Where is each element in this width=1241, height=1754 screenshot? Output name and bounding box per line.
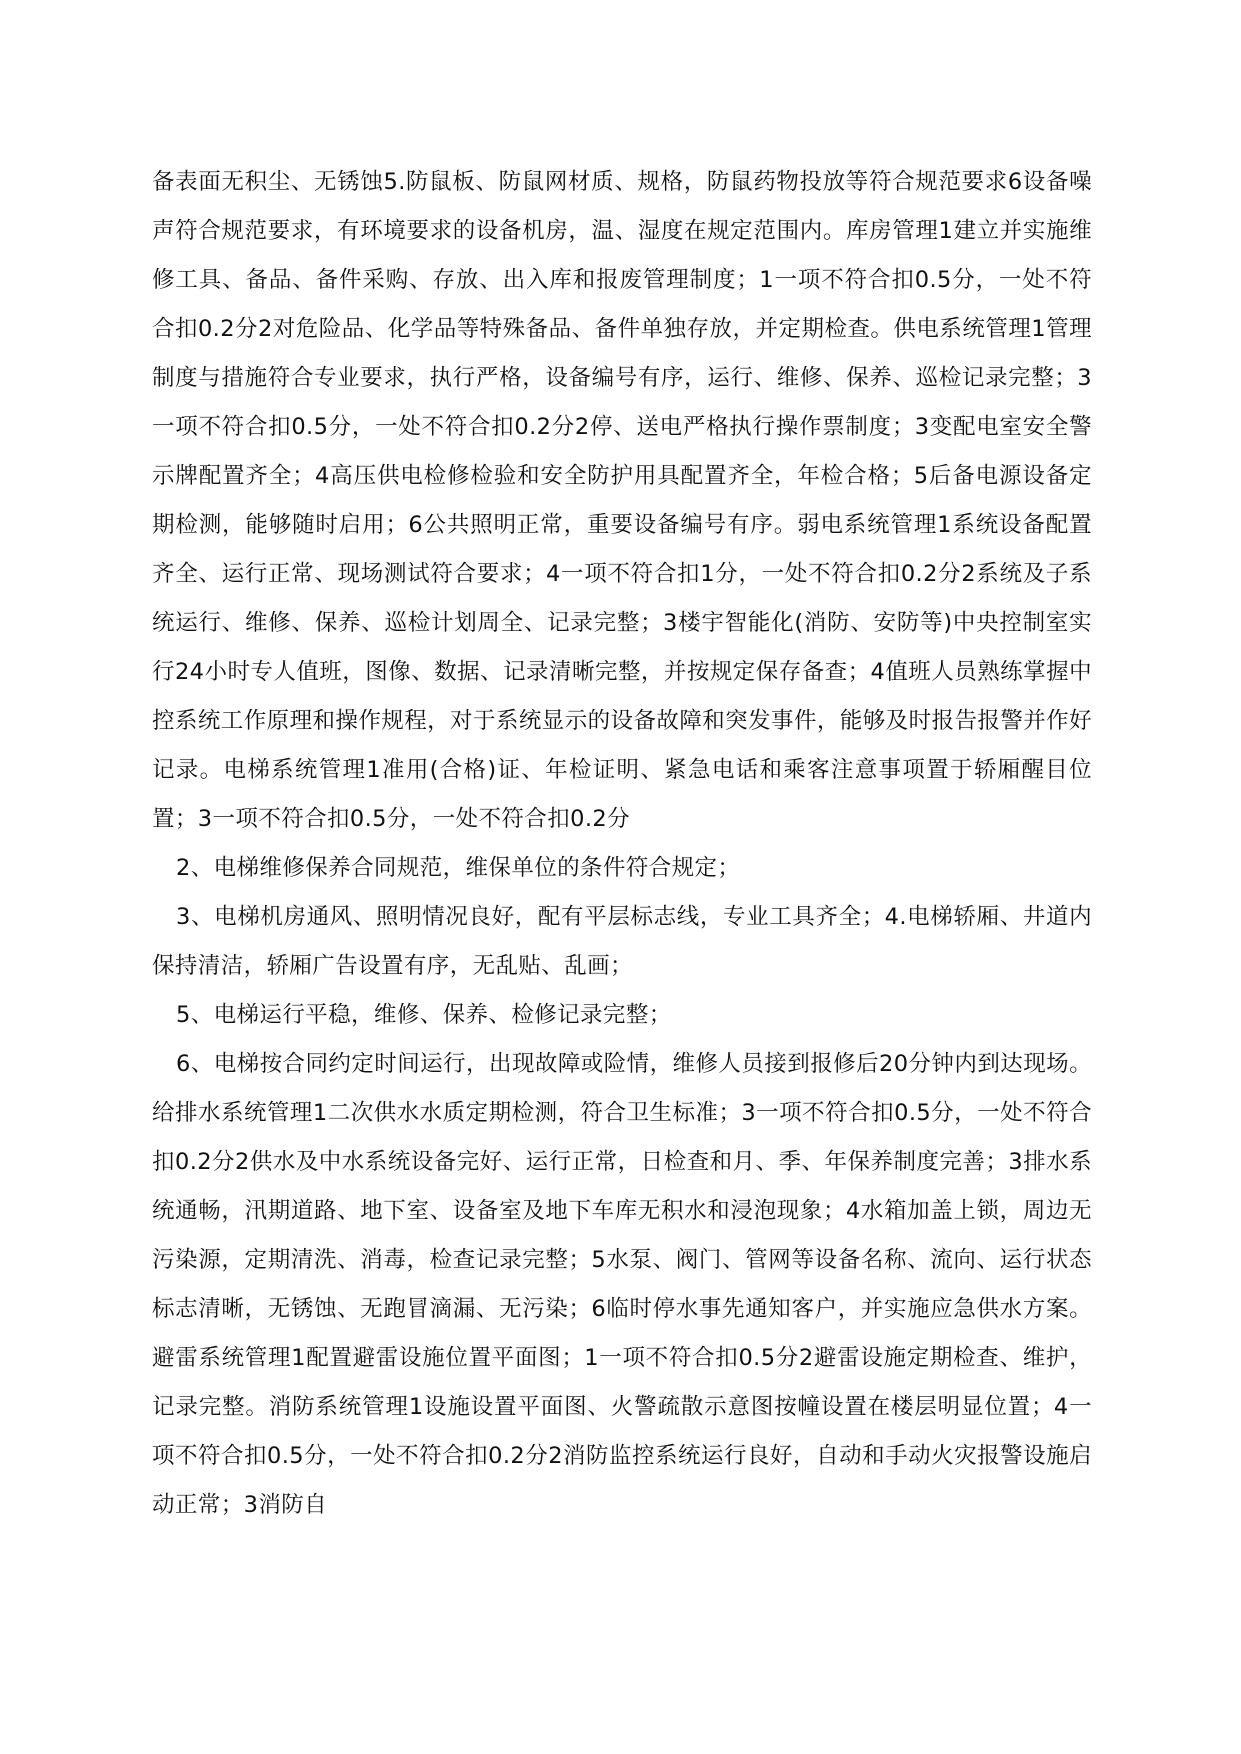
document-body: [152, 158, 1092, 1530]
paragraph-3: 3、电梯机房通风、照明情况良好，配有平层标志线，专业工具齐全；4.电梯轿厢、井道内保持清洁，轿厢广告设置有序，无乱贴、乱画；: [152, 904, 1092, 979]
paragraph-5: 6、电梯按合同约定时间运行，出现故障或险情，维修人员接到报修后20分钟内到达现场。给排水系统管理1二次供水水质定期检测，符合卫生标准；3一项不符合扣0.5分，一处不符合扣0.2分2供水及中水系统设备完好、运行正常，日检查和月、季、年保养制度完善；3排水系统通畅，汛期道路、地下室、设备室及地下车库无积水和浸泡现象；4水箱加盖上锁，周边无污染源，定期清洗、消毒，检查记录完整；5水泵、阀门、管网等设备名称、流向、运行状态标志清晰，无锈蚀、无跑冒滴漏、无污染；6临时停水事先通知客户，并实施应急供水方案。避雷系统管理1配置避雷设施位置平面图；1一项不符合扣0.5分2避雷设施定期检查、维护，记录完整。消防系统管理1设施设置平面图、火警疏散示意图按幢设置在楼层明显位置；4一项不符合扣0.5分，一处不符合扣0.2分2消防监控系统运行良好，自动和手动火灾报警设施启动正常；3消防自: [152, 1051, 1092, 1518]
paragraph-1: 备表面无积尘、无锈蚀5.防鼠板、防鼠网材质、规格，防鼠药物投放等符合规范要求6设备噪声符合规范要求，有环境要求的设备机房，温、湿度在规定范围内。库房管理1建立并实施维修工具、备品、备件采购、存放、出入库和报废管理制度；1一项不符合扣0.5分，一处不符合扣0.2分2对危险品、化学品等特殊备品、备件单独存放，并定期检查。供电系统管理1管理制度与措施符合专业要求，执行严格，设备编号有序，运行、维修、保养、巡检记录完整；3一项不符合扣0.5分，一处不符合扣0.2分2停、送电严格执行操作票制度；3变配电室安全警示牌配置齐全；4高压供电检修检验和安全防护用具配置齐全，年检合格；5后备电源设备定期检测，能够随时启用；6公共照明正常，重要设备编号有序。弱电系统管理1系统设备配置齐全、运行正常、现场测试符合要求；4一项不符合扣1分，一处不符合扣0.2分2系统及子系统运行、维修、保养、巡检计划周全、记录完整；3楼宇智能化(消防、安防等)中央控制室实行24小时专人值班，图像、数据、记录清晰完整，并按规定保存备查；4值班人员熟练掌握中控系统工作原理和操作规程，对于系统显示的设备故障和突发事件，能够及时报告报警并作好记录。电梯系统管理1准用(合格)证、年检证明、紧急电话和乘客注意事项置于轿厢醒目位置；3一项不符合扣0.5分，一处不符合扣0.2分: [152, 169, 1092, 832]
paragraph-2: 2、电梯维修保养合同规范，维保单位的条件符合规定；: [176, 855, 741, 881]
paragraph-4: 5、电梯运行平稳，维修、保养、检修记录完整；: [176, 1002, 672, 1028]
